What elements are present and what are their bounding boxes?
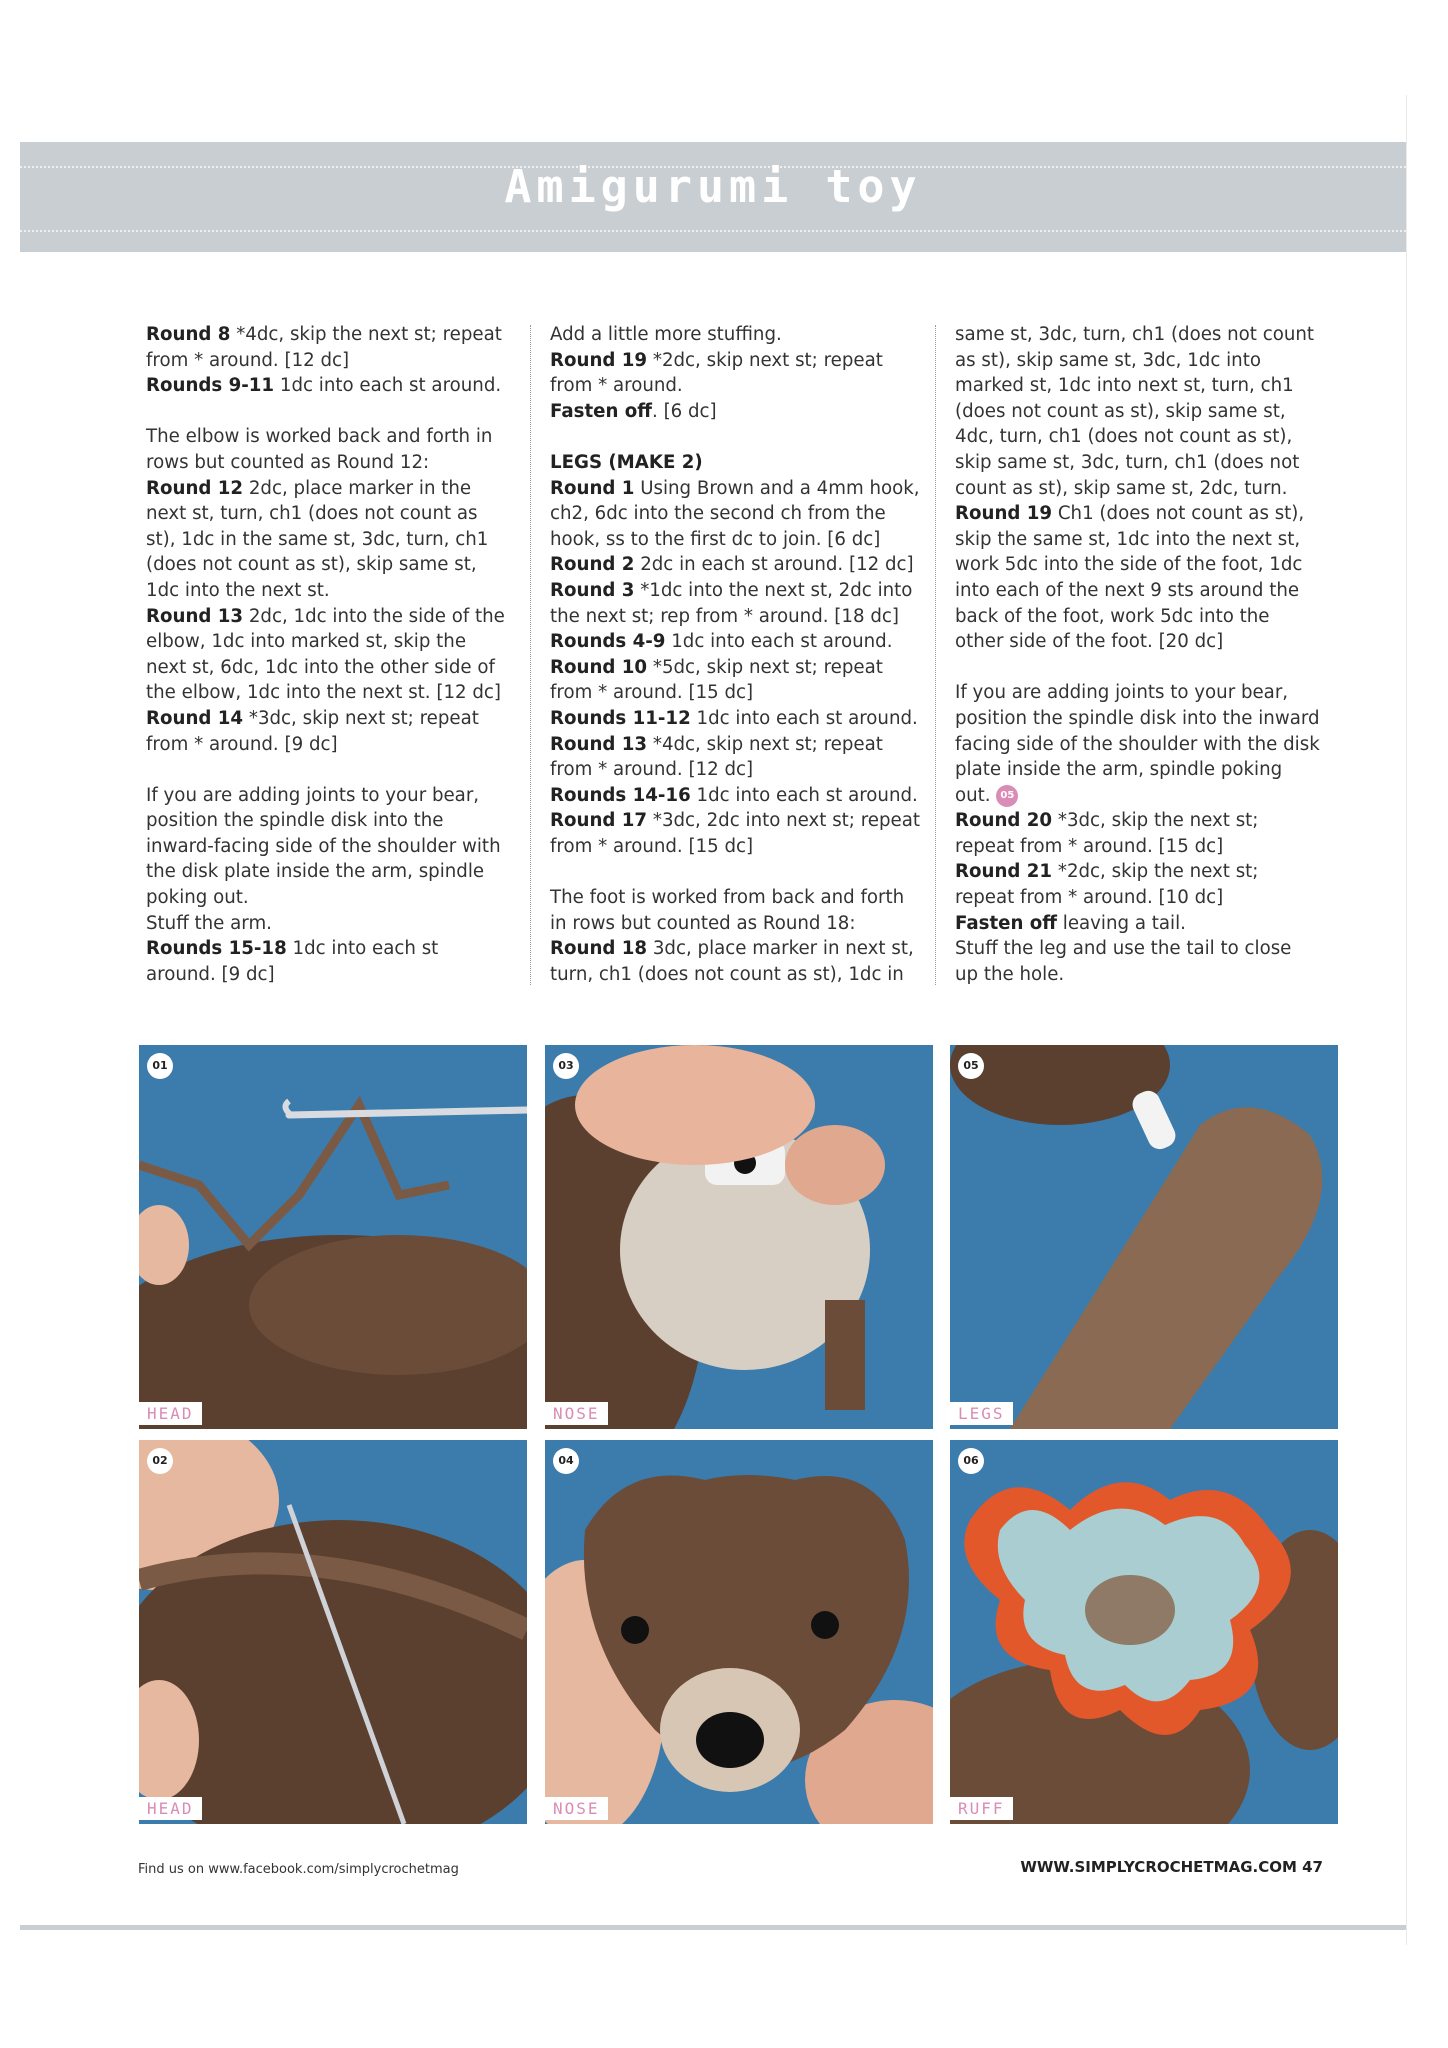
paragraph-gap bbox=[550, 424, 920, 450]
step-reference-dot: 05 bbox=[996, 785, 1018, 807]
step-photo-label: RUFF bbox=[950, 1797, 1013, 1820]
instruction-text: *2dc, skip the next st; repeat from * around. [10 dc] bbox=[955, 861, 1259, 909]
round-label: Round 13 bbox=[146, 605, 244, 627]
instruction-text: *4dc, skip next st; repeat from * around. [12 dc] bbox=[550, 733, 883, 781]
instruction-text: *2dc, skip next st; repeat from * around. bbox=[550, 349, 883, 397]
pattern-paragraph bbox=[955, 936, 1320, 987]
instruction-text: Using Brown and a 4mm hook, ch2, 6dc into the second ch from the hook, ss to the first dc to join. [6 dc] bbox=[550, 477, 920, 550]
round-label: Round 21 bbox=[955, 861, 1053, 883]
round-label: Rounds 9-11 bbox=[146, 375, 275, 397]
instruction-text: 1dc into each st around. bbox=[665, 631, 893, 653]
round-label: Rounds 4-9 bbox=[550, 631, 666, 653]
pattern-column-1 bbox=[146, 322, 506, 987]
step-photo-label: NOSE bbox=[545, 1402, 608, 1425]
instruction-text: *3dc, skip next st; repeat from * around. [9 dc] bbox=[146, 707, 479, 755]
pattern-paragraph bbox=[550, 552, 920, 578]
pattern-paragraph bbox=[550, 578, 920, 629]
round-label: Round 14 bbox=[146, 707, 244, 729]
round-label: Round 13 bbox=[550, 733, 648, 755]
step-photo-01 bbox=[139, 1045, 527, 1429]
pattern-paragraph bbox=[550, 629, 920, 655]
paragraph-gap bbox=[146, 399, 506, 425]
pattern-paragraph bbox=[955, 859, 1320, 910]
instruction-text: Add a little more stuffing. bbox=[550, 324, 782, 345]
step-photo-02 bbox=[139, 1440, 527, 1824]
step-photo-label: HEAD bbox=[139, 1402, 202, 1425]
header-banner bbox=[20, 142, 1406, 252]
round-label: Round 8 bbox=[146, 324, 231, 345]
step-number-badge: 02 bbox=[147, 1448, 173, 1474]
step-photo-06 bbox=[950, 1440, 1338, 1824]
round-label: Round 2 bbox=[550, 554, 635, 576]
pattern-paragraph bbox=[955, 322, 1320, 501]
instruction-text: *4dc, skip the next st; repeat from * around. [12 dc] bbox=[146, 324, 502, 371]
pattern-paragraph bbox=[550, 476, 920, 553]
round-label: Round 18 bbox=[550, 938, 648, 960]
round-label: Round 12 bbox=[146, 477, 244, 499]
instruction-text: Stuff the arm. bbox=[146, 912, 272, 934]
legs-spindle-photo bbox=[950, 1045, 1338, 1429]
step-photo-05 bbox=[950, 1045, 1338, 1429]
instruction-text: 1dc into each st around. bbox=[690, 707, 918, 729]
round-label: Fasten off bbox=[955, 912, 1057, 934]
page-edge bbox=[1406, 95, 1407, 1945]
pattern-paragraph bbox=[955, 680, 1320, 808]
instruction-text: The foot is worked from back and forth in rows but counted as Round 18: bbox=[550, 887, 905, 934]
round-label: Rounds 11-12 bbox=[550, 707, 691, 729]
pattern-paragraph bbox=[146, 424, 506, 475]
pattern-paragraph bbox=[550, 450, 920, 476]
bear-face-photo bbox=[545, 1440, 933, 1824]
round-label: Round 3 bbox=[550, 579, 635, 601]
step-number-badge: 06 bbox=[958, 1448, 984, 1474]
pattern-paragraph bbox=[955, 808, 1320, 859]
instruction-text: *5dc, skip next st; repeat from * around. [15 dc] bbox=[550, 656, 883, 704]
instruction-text: . [6 dc] bbox=[652, 400, 717, 422]
column-divider bbox=[530, 325, 531, 985]
instruction-text: The elbow is worked back and forth in rows but counted as Round 12: bbox=[146, 426, 493, 473]
instruction-text: 3dc, place marker in next st, turn, ch1 (does not count as st), 1dc in bbox=[550, 938, 914, 985]
instruction-text: 1dc into each st around. bbox=[274, 375, 502, 397]
banner-dotted-rule-bottom bbox=[20, 230, 1406, 232]
round-label: Round 10 bbox=[550, 656, 648, 678]
step-number-badge: 04 bbox=[553, 1448, 579, 1474]
pattern-paragraph bbox=[550, 655, 920, 706]
round-label: LEGS (MAKE 2) bbox=[550, 451, 703, 473]
step-number-badge: 01 bbox=[147, 1053, 173, 1079]
pattern-paragraph bbox=[146, 604, 506, 706]
instruction-text: 2dc, 1dc into the side of the elbow, 1dc into marked st, skip the next st, 6dc, 1dc into the other side of the elbow, 1dc into the next st. [12 dc] bbox=[146, 605, 505, 704]
instruction-text: Ch1 (does not count as st), skip the same st, 1dc into the next st, work 5dc into the side of the foot, 1dc into each of the next 9 sts around the back of the foot, work 5dc into the other side of the foot. [20 dc] bbox=[955, 503, 1305, 653]
instruction-text: If you are adding joints to your bear, position the spindle disk into the inward-facing side of the shoulder with the disk plate inside the arm, spindle poking out. bbox=[146, 784, 501, 909]
round-label: Round 17 bbox=[550, 810, 648, 832]
round-label: Rounds 14-16 bbox=[550, 784, 691, 806]
round-label: Rounds 15-18 bbox=[146, 938, 287, 960]
pattern-paragraph bbox=[955, 911, 1320, 937]
pattern-paragraph bbox=[955, 501, 1320, 655]
round-label: Round 20 bbox=[955, 810, 1053, 832]
round-label: Fasten off bbox=[550, 400, 652, 422]
instruction-text: 2dc, place marker in the next st, turn, ch1 (does not count as st), 1dc in the same st, 3dc, turn, ch1 (does not count as st), skip same st, 1dc into the next st. bbox=[146, 477, 489, 601]
paragraph-gap bbox=[146, 757, 506, 783]
pattern-paragraph bbox=[146, 322, 506, 373]
pattern-paragraph bbox=[146, 706, 506, 757]
footer-facebook-link[interactable]: Find us on www.facebook.com/simplycrochetmag bbox=[138, 1862, 459, 1877]
step-photo-label: LEGS bbox=[950, 1402, 1013, 1425]
round-label: Round 19 bbox=[550, 349, 648, 371]
pattern-paragraph bbox=[146, 476, 506, 604]
instruction-text: *3dc, 2dc into next st; repeat from * around. [15 dc] bbox=[550, 810, 920, 857]
column-divider bbox=[935, 325, 936, 985]
step-photo-label: NOSE bbox=[545, 1797, 608, 1820]
instruction-text: 1dc into each st around. bbox=[690, 784, 918, 806]
bottom-rule bbox=[20, 1925, 1406, 1930]
instruction-text: same st, 3dc, turn, ch1 (does not count as st), skip same st, 3dc, 1dc into marked st, 1dc into next st, turn, ch1 (does not count as st), skip same st, 4dc, turn, ch1 (does not count as st), skip same st, 3dc, turn, ch1 (does not count as st), skip same st, 2dc, turn. bbox=[955, 324, 1315, 499]
pattern-paragraph bbox=[550, 936, 920, 987]
pattern-paragraph bbox=[550, 885, 920, 936]
instruction-text: If you are adding joints to your bear, position the spindle disk into the inward facing side of the shoulder with the disk plate inside the arm, spindle poking out. bbox=[955, 682, 1320, 806]
instruction-text: 1dc into each st around. [9 dc] bbox=[146, 938, 439, 985]
footer-website-page-number: WWW.SIMPLYCROCHETMAG.COM 47 bbox=[1020, 1858, 1323, 1876]
pattern-column-3 bbox=[955, 322, 1320, 987]
step-photo-label: HEAD bbox=[139, 1797, 202, 1820]
step-photo-03 bbox=[545, 1045, 933, 1429]
pattern-paragraph bbox=[550, 706, 920, 732]
pattern-paragraph bbox=[550, 732, 920, 783]
paragraph-gap bbox=[955, 655, 1320, 681]
pattern-paragraph bbox=[550, 322, 920, 348]
paragraph-gap bbox=[550, 859, 920, 885]
step-number-badge: 03 bbox=[553, 1053, 579, 1079]
ruff-photo bbox=[950, 1440, 1338, 1824]
pattern-paragraph bbox=[550, 783, 920, 809]
instruction-text: Stuff the leg and use the tail to close up the hole. bbox=[955, 938, 1292, 985]
head-hook-photo bbox=[139, 1045, 527, 1429]
step-number-badge: 05 bbox=[958, 1053, 984, 1079]
pattern-column-2 bbox=[550, 322, 920, 987]
pattern-paragraph bbox=[146, 936, 506, 987]
pattern-paragraph bbox=[550, 399, 920, 425]
nose-disk-photo bbox=[545, 1045, 933, 1429]
pattern-paragraph bbox=[146, 373, 506, 399]
instruction-text: *3dc, skip the next st; repeat from * around. [15 dc] bbox=[955, 810, 1259, 857]
instruction-text: leaving a tail. bbox=[1057, 912, 1186, 934]
step-photo-04 bbox=[545, 1440, 933, 1824]
head-needle-photo bbox=[139, 1440, 527, 1824]
instruction-text: 2dc in each st around. [12 dc] bbox=[634, 554, 914, 576]
page-title: Amigurumi toy bbox=[504, 160, 922, 213]
instruction-text: *1dc into the next st, 2dc into the next st; rep from * around. [18 dc] bbox=[550, 579, 913, 627]
pattern-paragraph bbox=[146, 783, 506, 911]
round-label: Round 1 bbox=[550, 477, 635, 499]
pattern-paragraph bbox=[550, 348, 920, 399]
round-label: Round 19 bbox=[955, 503, 1053, 525]
pattern-paragraph bbox=[146, 911, 506, 937]
pattern-paragraph bbox=[550, 808, 920, 859]
